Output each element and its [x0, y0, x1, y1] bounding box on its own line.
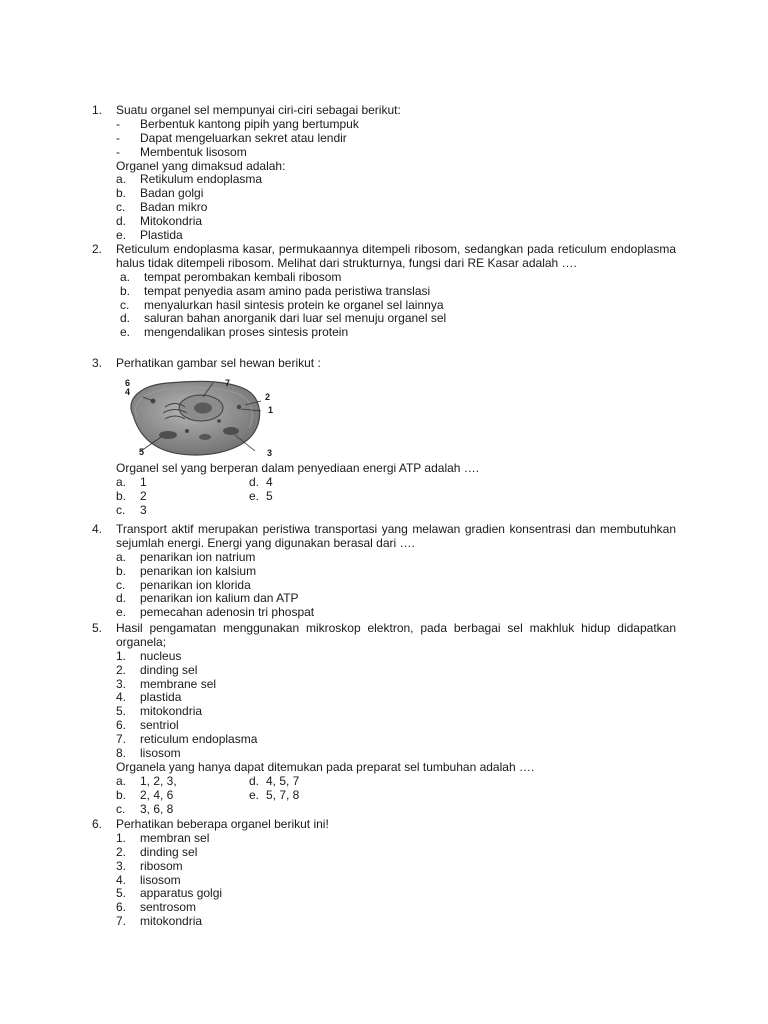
- answer-option: b. penarikan ion kalsium: [116, 563, 257, 578]
- question-5: [92, 622, 676, 817]
- answer-option: d. Mitokondria: [116, 214, 203, 229]
- question-3: [92, 357, 676, 517]
- figure-label: 1: [268, 404, 274, 415]
- answer-option-text: 1: [140, 474, 147, 489]
- answer-option-text: 4: [266, 474, 273, 489]
- question-6: [92, 818, 676, 929]
- answer-option-letter: c.: [116, 801, 126, 816]
- answer-option-text: 2, 4, 6: [140, 787, 174, 802]
- answer-option-letter: d.: [249, 773, 260, 788]
- answer-option: c. Badan mikro: [116, 200, 208, 215]
- answer-option-text: 1, 2, 3,: [140, 773, 177, 788]
- answer-option: b. Badan golgi: [116, 186, 204, 201]
- answer-option-text: 3: [140, 502, 147, 517]
- answer-option-letter: e.: [249, 488, 260, 503]
- question-2: [92, 243, 676, 340]
- animal-cell-figure: [113, 373, 283, 459]
- list-item: 4. plastida: [116, 690, 182, 705]
- answer-option-row: [116, 789, 676, 803]
- question-number: 1.: [92, 103, 103, 117]
- list-item: 2. dinding sel: [116, 844, 198, 859]
- question-number: 5.: [92, 621, 103, 635]
- answer-option-letter: b.: [116, 488, 127, 503]
- question-stem: Perhatikan gambar sel hewan berikut :: [116, 356, 321, 370]
- figure-label: 6: [125, 377, 131, 388]
- answer-option-text: 2: [140, 488, 147, 503]
- answer-option-letter: a.: [116, 474, 127, 489]
- answer-option-letter: e.: [249, 787, 260, 802]
- list-item: 6. sentriol: [116, 718, 179, 733]
- answer-option: c. menyalurkan hasil sintesis protein ke organel sel lainnya: [120, 297, 444, 312]
- list-item: 8. lisosom: [116, 746, 181, 761]
- list-item: 1. membran sel: [116, 830, 210, 845]
- question-4: [92, 523, 676, 620]
- list-item: 7. mitokondria: [116, 914, 203, 929]
- answer-option: e. pemecahan adenosin tri phospat: [116, 605, 315, 620]
- list-item: 5. apparatus golgi: [116, 886, 223, 901]
- question-prompt: Organel sel yang berperan dalam penyediaan energi ATP adalah ….: [116, 460, 480, 475]
- list-item: 5. mitokondria: [116, 704, 203, 719]
- answer-option: a. tempat perombakan kembali ribosom: [120, 269, 342, 284]
- answer-option: d. saluran bahan anorganik dari luar sel menuju organel sel: [120, 311, 447, 326]
- question-stem: Hasil pengamatan menggunakan mikroskop elektron, pada berbagai sel makhluk hidup didapatkan organela;: [116, 621, 676, 649]
- answer-option-text: 4, 5, 7: [266, 773, 300, 788]
- question-stem: Reticulum endoplasma kasar, permukaannya ditempeli ribosom, sedangkan pada reticulum endoplasma halus tidak ditempeli ribosom. Melihat dari strukturnya, fungsi dari RE Kasar adalah ….: [116, 242, 676, 270]
- answer-option-letter: b.: [116, 787, 127, 802]
- list-item: 6. sentrosom: [116, 900, 197, 915]
- answer-option-text: 5: [266, 488, 273, 503]
- answer-option-row: [116, 803, 676, 817]
- answer-option: a. penarikan ion natrium: [116, 549, 256, 564]
- answer-option: a. Retikulum endoplasma: [116, 172, 263, 187]
- answer-option: e. mengendalikan proses sintesis protein: [120, 325, 349, 340]
- question-prompt: Organela yang hanya dapat ditemukan pada preparat sel tumbuhan adalah ….: [116, 759, 535, 774]
- answer-option-row: [116, 490, 676, 504]
- question-number: 4.: [92, 522, 103, 536]
- question-prompt: Organel yang dimaksud adalah:: [116, 158, 286, 173]
- answer-option: e. Plastida: [116, 228, 183, 243]
- figure-label: 2: [265, 391, 271, 402]
- answer-option-row: [116, 775, 676, 789]
- answer-option: c. penarikan ion klorida: [116, 577, 251, 592]
- answer-option-text: 5, 7, 8: [266, 787, 300, 802]
- answer-option: b. tempat penyedia asam amino pada peristiwa translasi: [120, 283, 431, 298]
- list-item: - Berbentuk kantong pipih yang bertumpuk: [116, 116, 359, 131]
- answer-option-text: 3, 6, 8: [140, 801, 174, 816]
- figure-label: 5: [139, 446, 145, 457]
- question-stem: Transport aktif merupakan peristiwa transportasi yang melawan gradien konsentrasi dan membutuhkan sejumlah energi. Energi yang digunakan berasal dari ….: [116, 522, 676, 550]
- list-item: 3. membrane sel: [116, 676, 217, 691]
- figure-label: 7: [225, 377, 231, 388]
- question-number: 3.: [92, 356, 103, 370]
- answer-option-letter: d.: [249, 474, 260, 489]
- figure-label: 4: [125, 386, 131, 397]
- answer-option-row: [116, 504, 676, 518]
- question-number: 6.: [92, 817, 103, 831]
- list-item: 7. reticulum endoplasma: [116, 732, 258, 747]
- question-number: 2.: [92, 242, 103, 256]
- question-stem: Suatu organel sel mempunyai ciri-ciri sebagai berikut:: [116, 103, 401, 117]
- question-1: [92, 104, 676, 243]
- question-stem: Perhatikan beberapa organel berikut ini!: [116, 817, 329, 831]
- answer-option-letter: c.: [116, 502, 126, 517]
- answer-option-letter: a.: [116, 773, 127, 788]
- list-item: - Membentuk lisosom: [116, 144, 247, 159]
- list-item: 2. dinding sel: [116, 662, 198, 677]
- answer-option-row: [116, 476, 676, 490]
- list-item: 1. nucleus: [116, 648, 182, 663]
- list-item: 4. lisosom: [116, 872, 181, 887]
- list-item: 3. ribosom: [116, 858, 183, 873]
- answer-option: d. penarikan ion kalium dan ATP: [116, 591, 299, 606]
- figure-label: 3: [267, 447, 273, 458]
- list-item: - Dapat mengeluarkan sekret atau lendir: [116, 130, 347, 145]
